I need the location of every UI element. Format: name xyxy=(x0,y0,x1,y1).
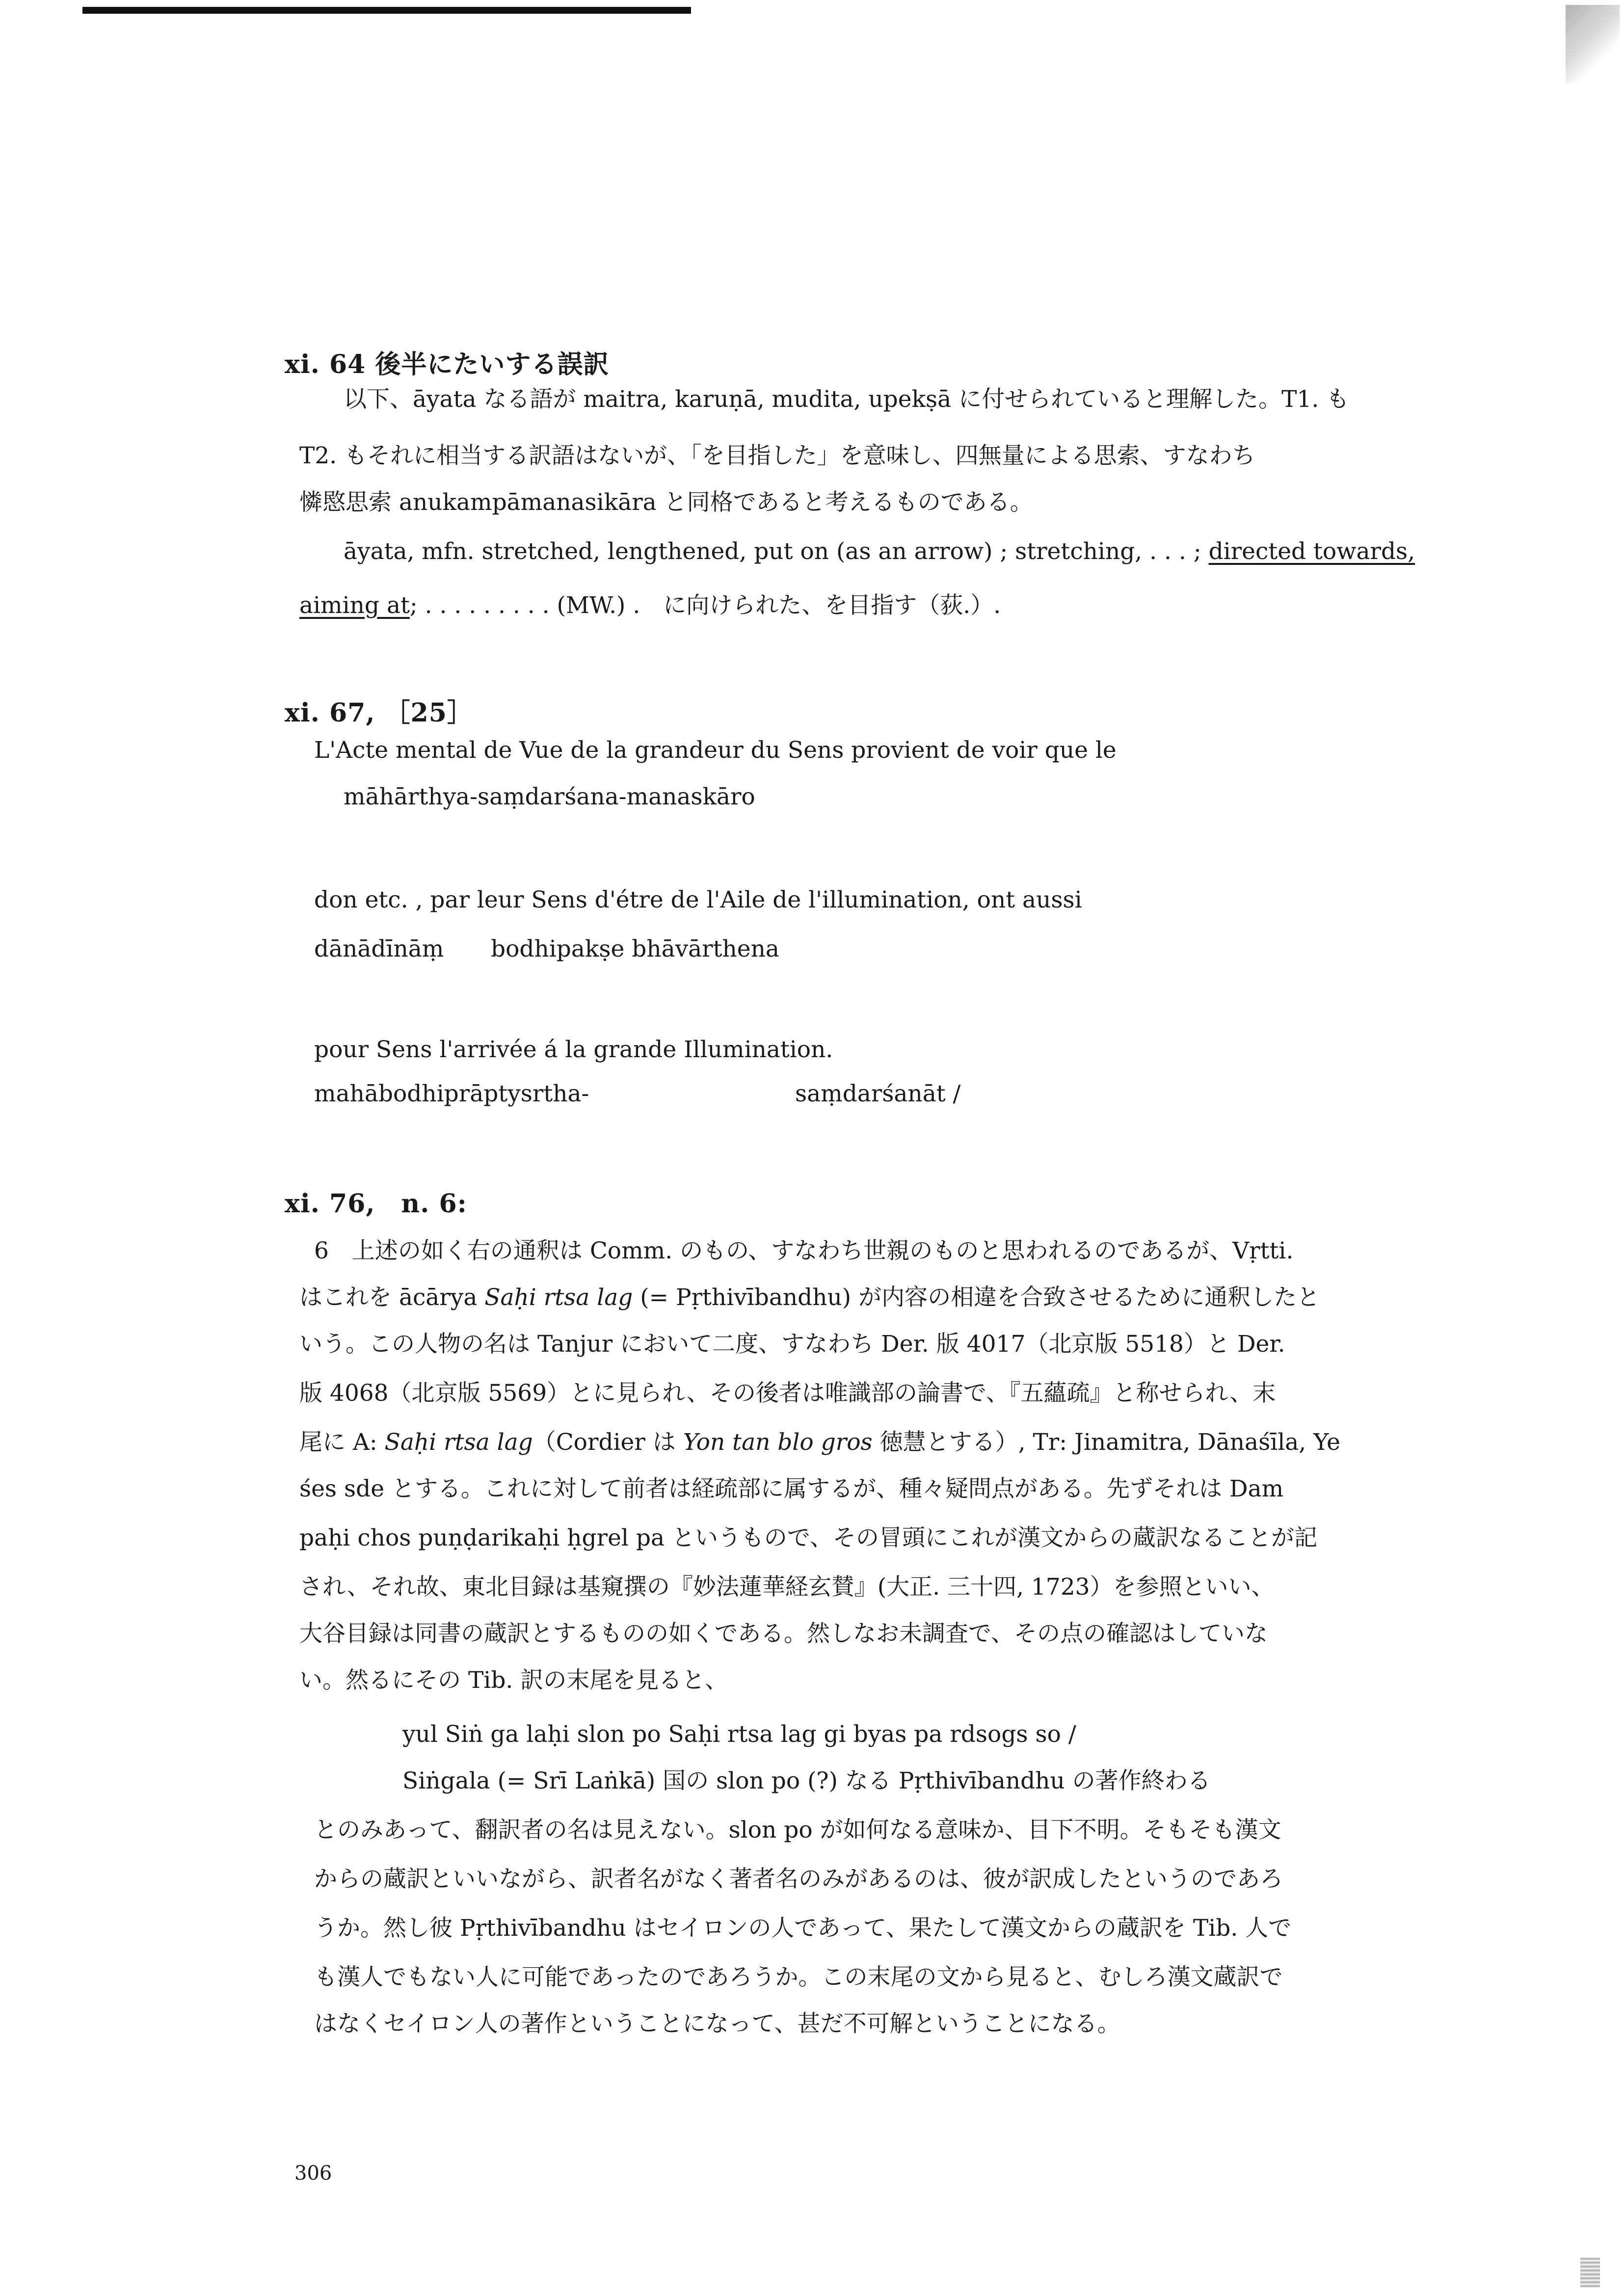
note-line xyxy=(299,1431,1340,1454)
paragraph-line: 以下、āyata なる語が maitra, karuṇā, mudita, upekṣā に付せられていると理解した。T1. も xyxy=(344,386,1350,413)
italic-term: Yon tan blo gros xyxy=(683,1429,873,1456)
note-line: からの蔵訳といいながら、訳者名がなく著者名のみがあるのは、彼が訳成したというのであろ xyxy=(314,1866,1283,1893)
note-line: も漢人でもない人に可能であったのであろうか。この末尾の文から見ると、むしろ漢文蔵訳で xyxy=(314,1964,1283,1991)
quoted-tibetan-line: yul Siṅ ga laḥi slon po Saḥi rtsa lag gi byas pa rdsogs so / xyxy=(402,1721,1076,1748)
note-text: 徳慧とする）, Tr: Jinamitra, Dānaśīla, Ye xyxy=(872,1429,1340,1456)
note-line xyxy=(299,1286,1320,1309)
note-line: いう。この人物の名は Tanjur において二度、すなわち Der. 版 4017（北京版 5518）と Der. xyxy=(299,1331,1285,1358)
note-text: (= Pṛthivībandhu) が内容の相違を合致させるために通釈したと xyxy=(633,1284,1320,1311)
section-heading-xi-67: xi. 67, ［25］ xyxy=(285,698,473,728)
note-line: うか。然し彼 Pṛthivībandhu はセイロンの人であって、果たして漢文からの蔵訳を Tib. 人で xyxy=(314,1915,1292,1942)
definition-line xyxy=(344,540,1415,563)
quoted-translation-line: Siṅgala (= Srī Laṅkā) 国の slon po (?) なる Pṛthivībandhu の著作終わる xyxy=(402,1767,1211,1794)
section-heading-xi-64: xi. 64 後半にたいする誤訳 xyxy=(285,349,610,379)
note-line: され、それ故、東北目録は基窺撰の『妙法蓮華経玄賛』(大正. 三十四, 1723）を参照といい、 xyxy=(299,1574,1275,1601)
sanskrit-line: bodhipakṣe bhāvārthena xyxy=(491,935,779,962)
sanskrit-line: mahābodhiprāptysrtha- xyxy=(314,1080,589,1107)
definition-line xyxy=(299,594,1001,617)
note-line: とのみあって、翻訳者の名は見えない。slon po が如何なる意味か、目下不明。そもそも漢文 xyxy=(314,1816,1281,1843)
note-line: い。然るにその Tib. 訳の末尾を見ると、 xyxy=(299,1667,728,1694)
paragraph-line: 憐愍思索 anukampāmanasikāra と同格であると考えるものである。 xyxy=(299,489,1033,516)
note-line: はなくセイロン人の著作ということになって、甚だ不可解ということになる。 xyxy=(314,2010,1120,2037)
underlined-term: aiming at xyxy=(299,592,410,619)
section-heading-xi-76: xi. 76, n. 6: xyxy=(285,1189,467,1219)
definition-text: ; . . . . . . . . . (MW.) . に向けられた、を目指す（荻.）. xyxy=(409,592,1001,619)
note-line: paḥi chos puṇḍarikaḥi ḥgrel pa というもので、その冒頭にこれが漢文からの蔵訳なることが記 xyxy=(299,1524,1317,1551)
note-line: 版 4068（北京版 5569）とに見られ、その後者は唯識部の論書で、『五蘊疏』と称せられ、末 xyxy=(299,1380,1276,1407)
sanskrit-line: saṃdarśanāt / xyxy=(795,1080,961,1107)
paragraph-line: T2. もそれに相当する訳語はないが、「を目指した」を意味し、四無量による思索、すなわち xyxy=(299,442,1255,469)
italic-term: Saḥi rtsa lag xyxy=(384,1429,533,1456)
page-number: 306 xyxy=(294,2162,332,2185)
top-rule xyxy=(82,7,691,14)
note-text: はこれを ācārya xyxy=(299,1284,485,1311)
note-text: （Cordier は xyxy=(532,1429,683,1456)
italic-term: Saḥi rtsa lag xyxy=(484,1284,633,1311)
sanskrit-line: dānādīnāṃ xyxy=(314,935,444,962)
french-line: L'Acte mental de Vue de la grandeur du Sens provient de voir que le xyxy=(314,737,1117,764)
note-line: 6 上述の如く右の通釈は Comm. のもの、すなわち世親のものと思われるのであるが、Vṛtti. xyxy=(314,1237,1294,1264)
note-line: śes sde とする。これに対して前者は経疏部に属するが、種々疑問点がある。先ずそれは Dam xyxy=(299,1475,1284,1502)
note-line: 大谷目録は同書の蔵訳とするものの如くである。然しなお未調査で、その点の確認はしていな xyxy=(299,1620,1268,1647)
scan-artifact-bottom xyxy=(1580,2258,1600,2287)
french-line: don etc. , par leur Sens d'étre de l'Aile de l'illumination, ont aussi xyxy=(314,886,1082,913)
definition-text: āyata, mfn. stretched, lengthened, put on (as an arrow) ; stretching, . . . ; xyxy=(344,538,1209,565)
french-line: pour Sens l'arrivée á la grande Illumination. xyxy=(314,1036,833,1063)
sanskrit-line: māhārthya-saṃdarśana-manaskāro xyxy=(344,783,755,810)
scan-artifact-top xyxy=(1566,5,1620,83)
underlined-term: directed towards, xyxy=(1208,538,1415,565)
note-text: 尾に A: xyxy=(299,1429,385,1456)
